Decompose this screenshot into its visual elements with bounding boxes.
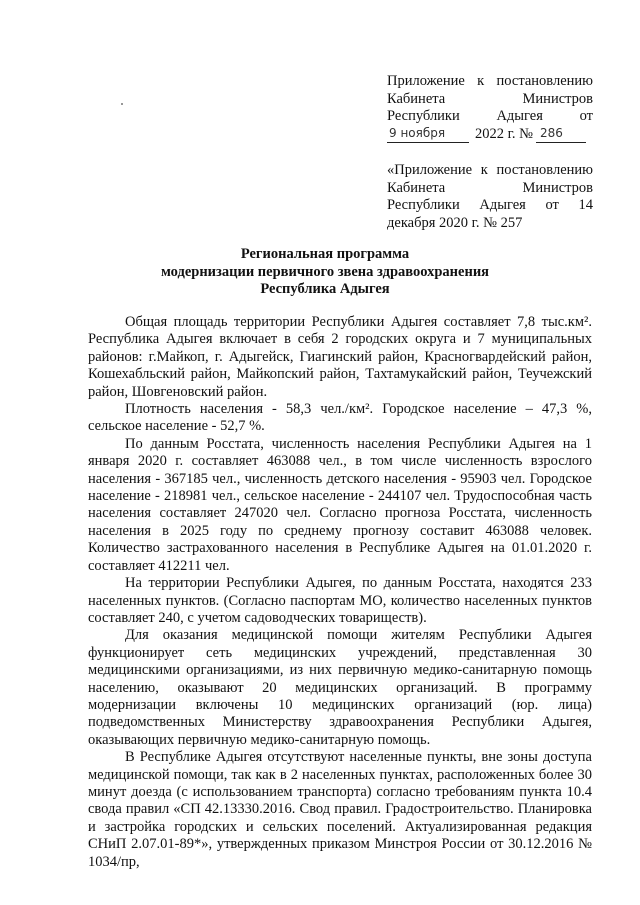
header-line (387, 215, 593, 233)
paragraph-area: Общая площадь территории Республики Адыгея составляет 7,8 тыс.км². Республика Адыгея включает в себя 2 городских округа и 7 муниципальных районов: г.Майкоп, г. Адыгейск, Гиагинский район, Красногвардейский район, Кошехабльский район, Майкопский район, Тахтамукайский район, Теучежский район, Шовгеновский район. (88, 314, 592, 400)
header-word: 14 (578, 197, 593, 213)
header-word: Министров (522, 179, 593, 196)
document-title (60, 246, 590, 299)
scan-speck (121, 103, 123, 105)
header-word: Кабинета (387, 90, 446, 107)
header-word: постановлению (496, 73, 593, 89)
header-word: от (545, 197, 559, 213)
title-line: Региональная программа (240, 246, 410, 262)
header-year-number: 2022 г. № (475, 125, 534, 142)
header-word: постановлению (496, 162, 593, 178)
appendix-header-previous (387, 162, 593, 232)
header-word: Республики (387, 108, 460, 124)
header-word: Министров (522, 90, 593, 107)
header-word: Приложение (387, 73, 465, 89)
header-line (387, 162, 593, 180)
handwritten-number: 286 (536, 126, 586, 144)
header-line (387, 91, 593, 109)
appendix-header-current (387, 73, 593, 143)
header-word: Адыгея (479, 197, 526, 213)
header-word: Кабинета (387, 179, 446, 196)
header-word: «Приложение (387, 162, 473, 178)
header-word: Республики (387, 197, 460, 213)
paragraph-accessibility: В Республике Адыгея отсутствуют населенные пункты, вне зоны доступа медицинской помощи, так как в 2 населенных пунктах, расположенных более 30 минут доезда (с использованием транспорта) согласно требованиям пункта 10.4 свода правил «СП 42.13330.2016. Свод правил. Градостроительство. Планировка и застройка городских и сельских поселений. Актуализированная редакция СНиП 2.07.01-89*», утвержденных приказом Минстроя России от 30.12.2016 № 1034/пр, (88, 749, 592, 870)
paragraph-density: Плотность населения - 58,3 чел./км². Городское население – 47,3 %, сельское население - 52,7 %. (88, 401, 592, 435)
header-line (387, 73, 593, 91)
header-date: декабря 2020 г. № 257 (387, 214, 523, 231)
document-body (88, 314, 592, 871)
paragraph-settlements: На территории Республики Адыгея, по данным Росстата, находятся 233 населенных пунктов. (Согласно паспортам МО, количество населенных пунктов составляет 240, с учетом садоводческих товариществ). (88, 575, 592, 626)
header-word: к (480, 162, 488, 178)
header-date-line (387, 126, 593, 144)
paragraph-medical-network: Для оказания медицинской помощи жителям Республики Адыгея функционирует сеть медицинских учреждений, представленная 30 медицинскими организациями, из них первичную медико-санитарную помощь населению, оказывают 20 медицинских организаций. В программу модернизации включены 10 медицинских организаций (юр. лица) подведомственных Министерству здравоохранения Республики Адыгея, оказывающих первичную медико-санитарную помощь. (88, 627, 592, 748)
header-word: к (477, 73, 485, 89)
header-word: от (579, 108, 593, 124)
header-line (387, 197, 593, 215)
title-line: Республика Адыгея (260, 281, 390, 297)
header-word: Адыгея (496, 108, 543, 124)
handwritten-date: 9 ноября (387, 126, 469, 144)
header-line (387, 108, 593, 126)
title-line: модернизации первичного звена здравоохранения (160, 263, 490, 280)
paragraph-population: По данным Росстата, численность населения Республики Адыгея на 1 января 2020 г. составляет 463088 чел., в том числе численность взрослого населения - 367185 чел., численность детского населения - 95903 чел. Городское население - 218981 чел., сельское население - 244107 чел. Трудоспособная часть населения составляет 247020 чел. Согласно прогноза Росстата, численность населения в 2025 году по среднему прогнозу составит 463088 человек. Количество застрахованного населения в Республике Адыгея на 01.01.2020 г. составляет 412211 чел. (88, 435, 592, 574)
header-line (387, 180, 593, 198)
